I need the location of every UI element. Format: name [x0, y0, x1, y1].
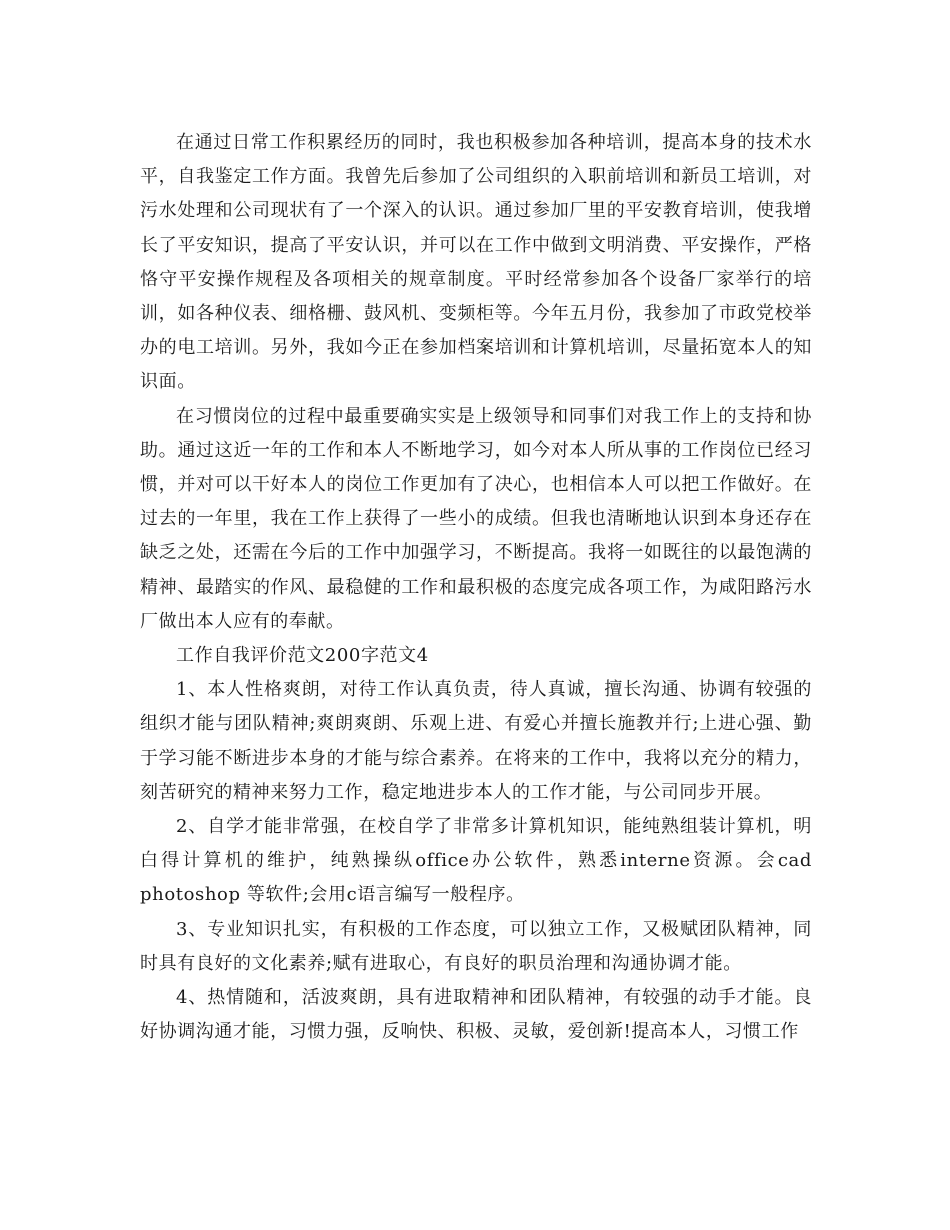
list-item-3: 3、专业知识扎实，有积极的工作态度，可以独立工作，又极赋团队精神，同时具有良好的文化素养;赋有进取心，有良好的职员治理和沟通协调才能。: [140, 918, 812, 974]
list-item-2: 2、自学才能非常强，在校自学了非常多计算机知识，能纯熟组装计算机，明白得计算机的维护，纯熟操纵office办公软件，熟悉interne资源。会cad photoshop 等软件;会用c语言编写一般程序。: [140, 816, 812, 906]
list-item-4: 4、热情随和，活波爽朗，具有进取精神和团队精神，有较强的动手才能。良好协调沟通才能，习惯力强，反响快、积极、灵敏，爱创新!提高本人，习惯工作: [140, 987, 812, 1043]
paragraph-adaptation: 在习惯岗位的过程中最重要确实实是上级领导和同事们对我工作上的支持和协助。通过这近一年的工作和本人不断地学习，如今对本人所从事的工作岗位已经习惯，并对可以干好本人的岗位工作更加有了决心，也相信本人可以把工作做好。在过去的一年里，我在工作上获得了一些小的成绩。但我也清晰地认识到本身还存在缺乏之处，还需在今后的工作中加强学习，不断提高。我将一如既往的以最饱满的精神、最踏实的作风、最稳健的工作和最积极的态度完成各项工作，为咸阳路污水厂做出本人应有的奉献。: [140, 405, 812, 632]
list-item-1: 1、本人性格爽朗，对待工作认真负责，待人真诚，擅长沟通、协调有较强的组织才能与团队精神;爽朗爽朗、乐观上进、有爱心并擅长施教并行;上进心强、勤于学习能不断进步本身的才能与综合素养。在将来的工作中，我将以充分的精力，刻苦研究的精神来努力工作，稳定地进步本人的工作才能，与公司同步开展。: [140, 679, 812, 803]
document-body: [140, 126, 812, 1049]
paragraph-training: 在通过日常工作积累经历的同时，我也积极参加各种培训，提高本身的技术水平，自我鉴定工作方面。我曾先后参加了公司组织的入职前培训和新员工培训，对污水处理和公司现状有了一个深入的认识。通过参加厂里的平安教育培训，使我增长了平安知识，提高了平安认识，并可以在工作中做到文明消费、平安操作，严格恪守平安操作规程及各项相关的规章制度。平时经常参加各个设备厂家举行的培训，如各种仪表、细格栅、鼓风机、变频柜等。今年五月份，我参加了市政党校举办的电工培训。另外，我如今正在参加档案培训和计算机培训，尽量拓宽本人的知识面。: [140, 132, 812, 393]
section-heading: 工作自我评价范文200字范文4: [176, 645, 429, 667]
